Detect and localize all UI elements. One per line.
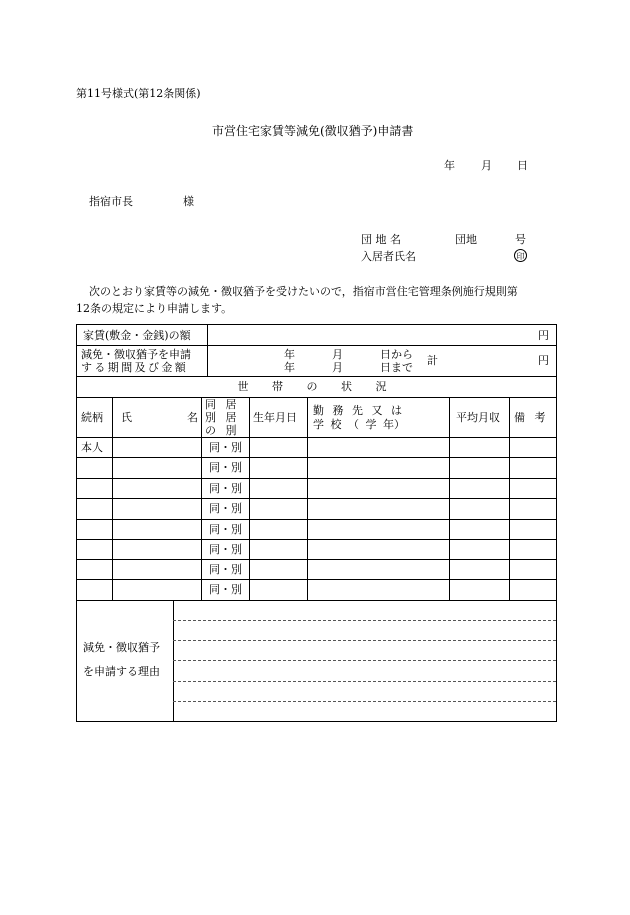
row-7-cohab: 同・別: [209, 563, 242, 576]
period-end-year: 年: [284, 361, 295, 374]
row-1-relation: 本人: [81, 441, 103, 454]
rent-amount-label: 家賃(敷金・金銭)の額: [83, 329, 191, 342]
addressee-name: 指宿市長: [89, 195, 133, 208]
col-header-workplace-1: 勤 務 先 又 は: [313, 404, 402, 417]
resident-name-label: 入居者氏名: [361, 250, 416, 263]
row-5-cohab: 同・別: [209, 523, 242, 536]
col-header-remarks: 備 考: [514, 411, 546, 424]
col-header-name-2: 名: [187, 411, 198, 424]
reason-label-line-1: 減免・徴収猶予: [83, 641, 160, 654]
date-month-label: 月: [481, 159, 492, 172]
period-end-month: 月: [332, 361, 343, 374]
danchi-suffix: 団地: [455, 233, 477, 246]
row-4-cohab: 同・別: [209, 502, 242, 515]
date-year-label: 年: [444, 159, 455, 172]
period-label-line-1: 減免・徴収猶予を申請: [81, 348, 191, 361]
form-title: 市営住宅家賃等減免(徴収猶予)申請書: [212, 124, 414, 138]
period-amount-unit: 円: [538, 354, 549, 367]
danchi-label: 団 地 名: [361, 233, 401, 246]
row-8-cohab: 同・別: [209, 583, 242, 596]
household-form-table: [76, 324, 557, 722]
statement-line-1: 次のとおり家賃等の減免・徴収猶予を受けたいので，指宿市営住宅管理条例施行規則第: [89, 285, 518, 298]
rent-unit: 円: [538, 329, 549, 342]
reason-label-line-2: を申請する理由: [83, 665, 160, 678]
row-2-cohab: 同・別: [209, 461, 242, 474]
col-header-cohab-2: 別 居: [205, 411, 237, 424]
col-header-workplace-2: 学 校 （ 学 年）: [313, 418, 405, 431]
seal-mark: 印: [514, 249, 527, 262]
col-header-birthdate: 生年月日: [253, 411, 297, 424]
period-total-label: 計: [427, 354, 438, 367]
date-day-label: 日: [517, 159, 528, 172]
household-section-title: 世 帯 の 状 況: [237, 380, 397, 393]
addressee-honorific: 様: [183, 195, 194, 208]
col-header-cohab-3: の 別: [205, 424, 237, 437]
statement-line-2: 12条の規定により申請します。: [76, 302, 233, 315]
period-start-month: 月: [332, 348, 343, 361]
col-header-avg-income: 平均月収: [456, 411, 500, 424]
form-number: 第11号様式(第12条関係): [76, 87, 201, 100]
col-header-relation: 続柄: [81, 411, 103, 424]
col-header-cohab-1: 同 居: [205, 398, 237, 411]
row-3-cohab: 同・別: [209, 482, 242, 495]
period-label-line-2: する期間及び金額: [81, 361, 189, 374]
period-start-year: 年: [284, 348, 295, 361]
col-header-name-1: 氏: [121, 411, 132, 424]
row-1-cohab: 同・別: [209, 441, 242, 454]
period-to-label: 日まで: [380, 361, 413, 374]
row-6-cohab: 同・別: [209, 543, 242, 556]
period-from-label: 日から: [380, 348, 413, 361]
number-suffix: 号: [515, 233, 526, 246]
